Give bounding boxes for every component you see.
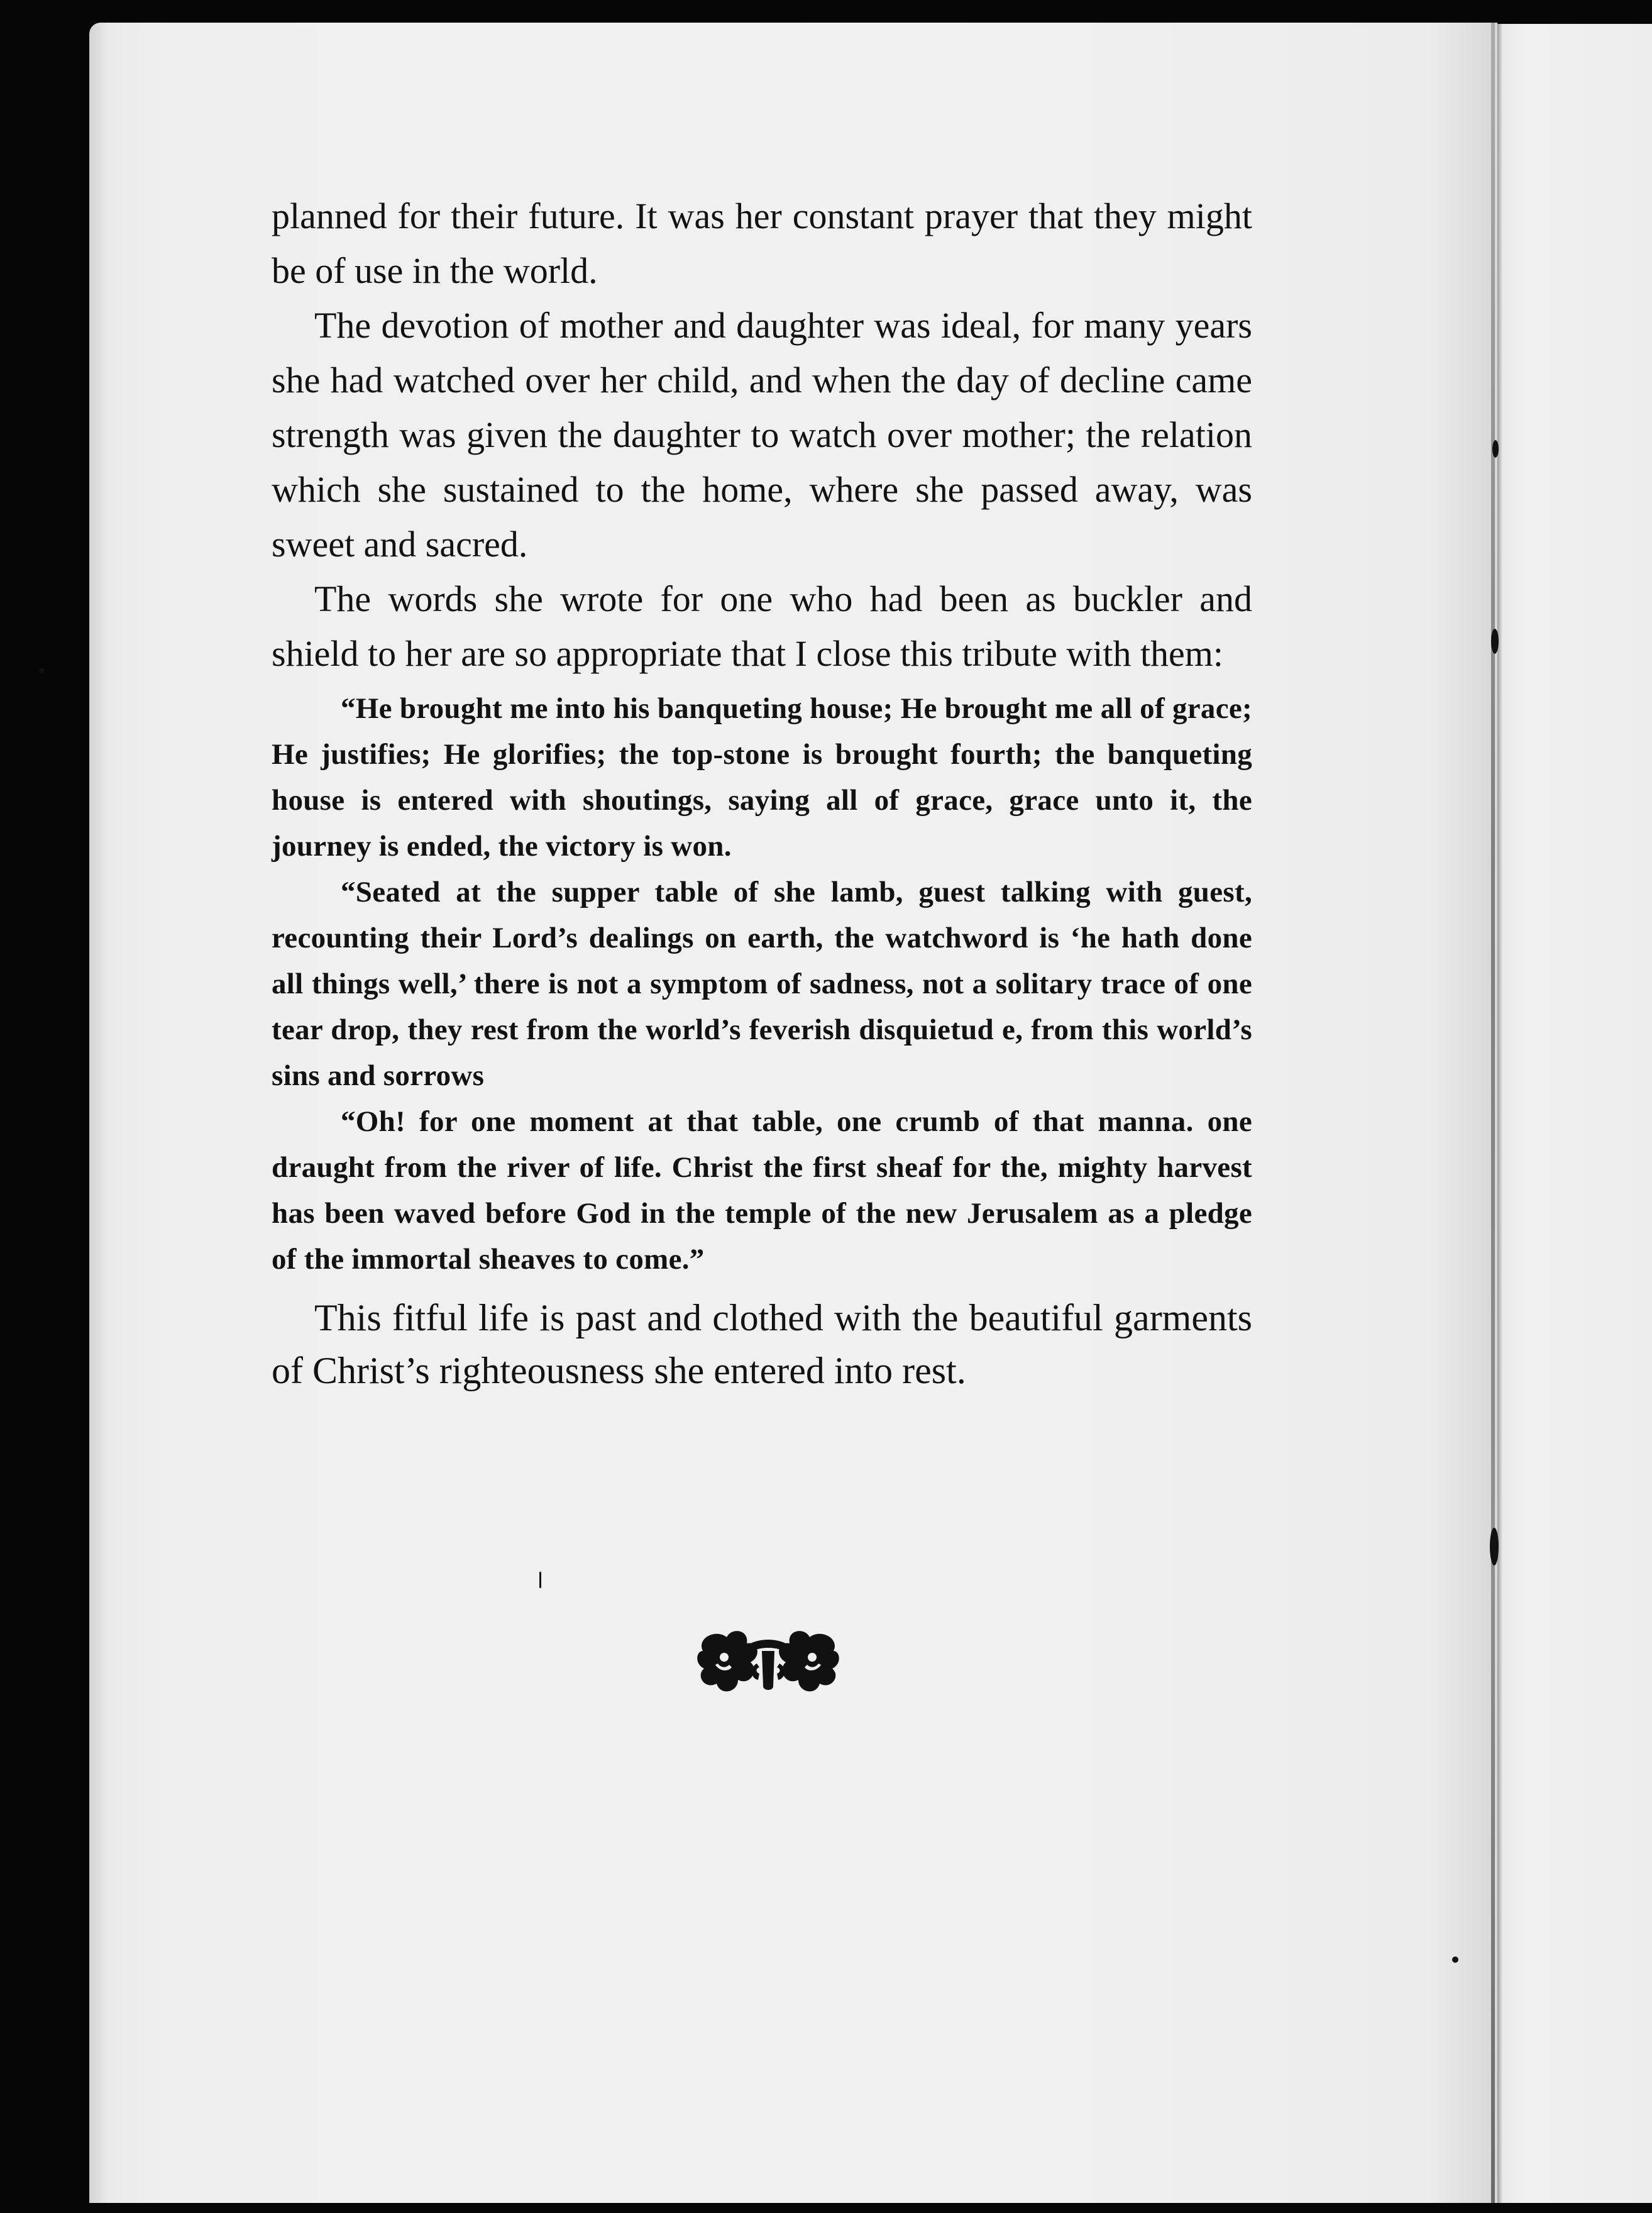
scan-speck xyxy=(1491,629,1499,654)
scan-speck xyxy=(1492,440,1499,458)
quote-1: “He brought me into his banqueting house; He brought me all of grace; He justifies; He glorifies; the top-stone is brought fourth; the banqueting house is entered with shoutings, saying all of grace, grace unto it, the journey is ended, the victory is won. xyxy=(272,692,1252,863)
paragraph-1: planned for their future. It was her constant prayer that they might be of use in the world. xyxy=(272,196,1252,291)
page-gutter xyxy=(1491,23,1495,2203)
leaf-scroll-ornament-icon xyxy=(697,1626,840,1703)
page-text xyxy=(272,189,1252,1397)
paragraph-3: The words she wrote for one who had been as buckler and shield to her are so appropriate that I close this tribute with them: xyxy=(272,578,1252,674)
scan-speck xyxy=(1490,1528,1499,1565)
scan-speck xyxy=(39,668,45,673)
quote-2: “Seated at the supper table of she lamb, guest talking with guest, recounting their Lord’s dealings on earth, the watchword is ‘he hath done all things well,’ there is not a symptom of sadness, not a solitary trace of one tear drop, they rest from the world’s feverish disquietud e, from this world’s sins and sorrows xyxy=(272,876,1252,1092)
scan-speck xyxy=(539,1572,541,1588)
paragraph-final: This fitful life is past and clothed with the beautiful garments of Christ’s righteousness she entered into rest. xyxy=(272,1297,1252,1391)
quote-3: “Oh! for one moment at that table, one crumb of that manna. one draught from the river of life. Christ the first sheaf for the, mighty harvest has been waved before God in the temple of the new Jerusalem as a pledge of the immortal sheaves to come.” xyxy=(272,1105,1252,1276)
facing-page-edge xyxy=(1497,24,1652,2203)
scan-speck xyxy=(1452,1956,1458,1963)
paragraph-2: The devotion of mother and daughter was ideal, for many years she had watched over her child, and when the day of decline came strength was given the daughter to watch over mother; the relation which she sustained to the home, where she passed away, was sweet and sacred. xyxy=(272,305,1252,565)
